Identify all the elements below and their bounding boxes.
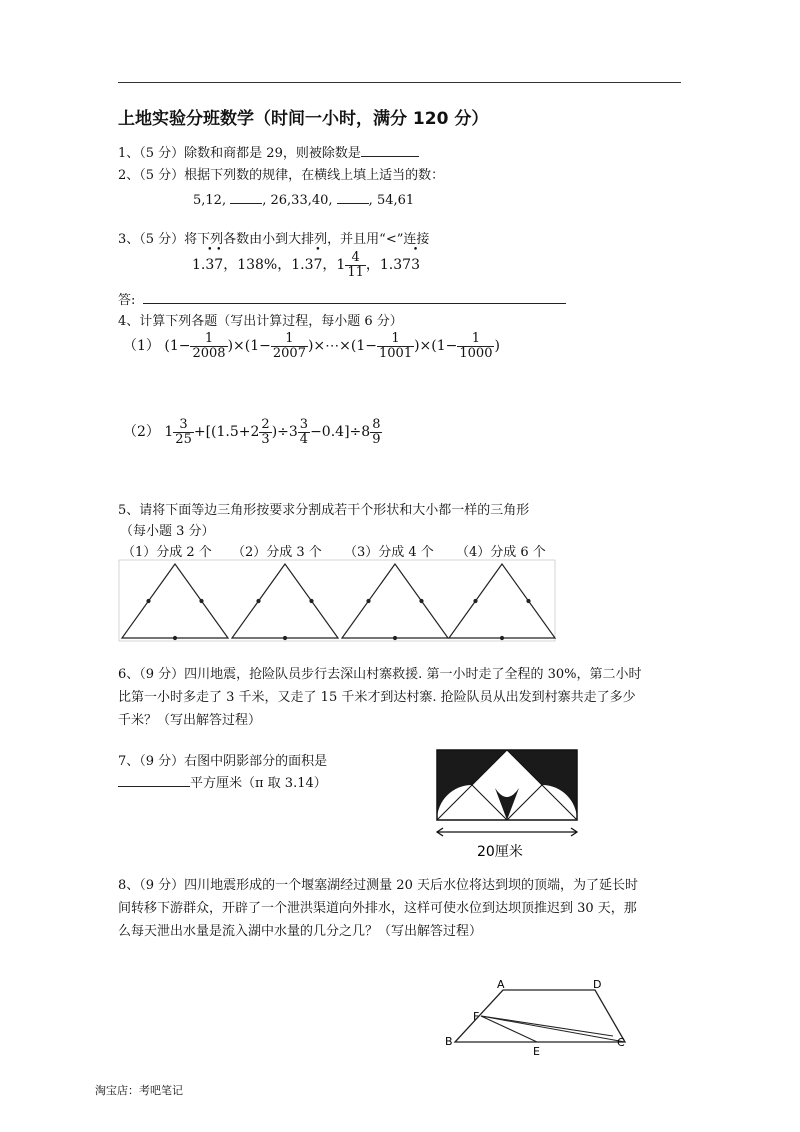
triangle-2	[232, 564, 338, 640]
repeating-digit: • 7	[314, 257, 323, 273]
label-c: C	[617, 1036, 625, 1049]
separator: ，	[322, 257, 337, 274]
separator: ，	[277, 257, 292, 274]
question-5-text: 5、请将下面等边三角形按要求分割成若干个形状和大小都一样的三角形	[118, 503, 530, 518]
sequence-part: 5,12,	[193, 193, 227, 208]
fraction: $\frac{3}{4}$	[299, 417, 309, 447]
question-8-line-2: 间转移下游群众，开辟了一个泄洪渠道向外排水，这样可使水位到达坝顶推迟到 30 天，那	[118, 901, 637, 916]
question-6-line-2: 比第一小时多走了 3 千米，又走了 15 千米才到达村寨. 抢险队员从出发到村寨共走了多少	[118, 690, 636, 705]
part-label-3: （3）分成 4 个	[344, 545, 434, 560]
sequence-separator: ,	[262, 193, 267, 208]
repeating-digit: • 3	[205, 257, 214, 273]
part-label-1: （1）分成 2 个	[122, 545, 212, 560]
label-e: E	[533, 1045, 540, 1058]
fraction: $\frac{1}{2007}$	[272, 331, 306, 361]
triangle-4	[449, 564, 555, 640]
fraction: $\frac{8}{9}$	[372, 417, 381, 447]
fraction: $\frac{3}{25}$	[175, 417, 192, 447]
dimension-label: 20厘米	[477, 844, 523, 860]
question-4-part-1	[123, 332, 500, 360]
trapezoid-figure	[445, 978, 635, 1060]
part-label-4: （4）分成 6 个	[456, 545, 546, 560]
sequence-part: 54,61	[376, 193, 415, 208]
part-label: （1）	[123, 338, 160, 355]
page-title: 上地实验分班数学（时间一小时，满分 120 分）	[118, 109, 489, 129]
expr-text: +[(1.5+2	[193, 424, 260, 441]
answer-label: 答:	[118, 293, 136, 308]
shaded-area-figure	[435, 748, 585, 863]
fraction: $\frac{4}{11}$	[347, 250, 364, 280]
question-2-text: 2、（5 分）根据下列数的规律，在横线上填上适当的数：	[118, 168, 445, 183]
sequence-part: 26,33,40,	[270, 193, 333, 208]
number-part: 1.3	[291, 257, 314, 274]
mixed-whole: 1	[336, 257, 346, 274]
separator: ，	[365, 257, 380, 274]
expr-text: )	[494, 338, 500, 355]
figure-frame	[119, 560, 555, 641]
label-b: B	[445, 1035, 453, 1048]
question-4-part-2	[123, 418, 382, 446]
question-3-text: 3、（5 分）将下列各数由小到大排列，并且用“<”连接	[118, 232, 430, 247]
expr-text: )÷3	[271, 424, 298, 441]
question-3-numbers	[192, 251, 420, 279]
question-2-sequence	[193, 193, 414, 208]
part-label-2: （2）分成 3 个	[232, 545, 322, 560]
question-8-line-1: 8、（9 分）四川地震形成的一个堰塞湖经过测量 20 天后水位将达到坝的顶端，为了延长时	[118, 878, 638, 893]
label-a: A	[497, 978, 505, 991]
question-7-line-2	[118, 772, 327, 791]
repeating-digit: • 7	[214, 257, 223, 273]
fraction: $\frac{1}{1000}$	[459, 331, 493, 361]
question-6-line-1: 6、（9 分）四川地震，抢险队员步行去深山村寨救援. 第一小时走了全程的 30%，第二小时	[118, 667, 642, 682]
question-8-line-3: 么每天泄出水量是流入湖中水量的几分之几？（写出解答过程）	[118, 924, 483, 939]
label-f: F	[473, 1010, 480, 1023]
triangle-3	[342, 564, 448, 640]
question-6-line-3: 千米？（写出解答过程）	[118, 713, 262, 728]
question-7-unit-text: 平方厘米（π 取 3.14）	[190, 776, 327, 791]
answer-blank[interactable]	[118, 786, 190, 787]
top-rule	[118, 82, 681, 83]
answer-blank[interactable]	[230, 203, 262, 204]
expr-text: )×(1−	[227, 338, 271, 355]
question-5-subtext: （每小题 3 分）	[120, 524, 215, 539]
answer-line[interactable]	[143, 303, 566, 304]
segment-fc	[481, 1016, 625, 1042]
answer-blank[interactable]	[337, 203, 369, 204]
part-label: （2）	[123, 424, 160, 441]
expr-text: (1−	[164, 338, 191, 355]
expr-text: )×(1−	[414, 338, 458, 355]
triangles-figure	[118, 558, 556, 642]
fraction: $\frac{2}{3}$	[261, 417, 270, 447]
number-part: 1.37	[379, 257, 412, 274]
number-part: 138%	[237, 257, 278, 274]
sequence-separator: ,	[368, 193, 373, 208]
question-4-text: 4、计算下列各题（写出计算过程，每小题 6 分）	[118, 314, 403, 329]
fraction: $\frac{1}{2008}$	[192, 331, 226, 361]
expr-text: )×⋯×(1−	[307, 338, 377, 355]
expr-text: 1	[164, 424, 174, 441]
question-3-answer	[118, 289, 566, 308]
footer-shop-text: 淘宝店：考吧笔记	[95, 1084, 183, 1097]
triangle-1	[122, 564, 228, 640]
repeating-digit: • 3	[411, 257, 420, 273]
question-1	[118, 142, 419, 161]
segment-f-extra	[481, 1016, 613, 1036]
question-7-line-1: 7、（9 分）右图中阴影部分的面积是	[118, 754, 328, 769]
number-part: 1.	[192, 257, 206, 274]
answer-blank[interactable]	[361, 156, 419, 157]
expr-text: −0.4]÷8	[310, 424, 371, 441]
fraction: $\frac{1}{1001}$	[379, 331, 413, 361]
separator: ，	[223, 257, 238, 274]
label-d: D	[593, 978, 602, 991]
question-1-text: 1、（5 分）除数和商都是 29，则被除数是	[118, 146, 361, 161]
